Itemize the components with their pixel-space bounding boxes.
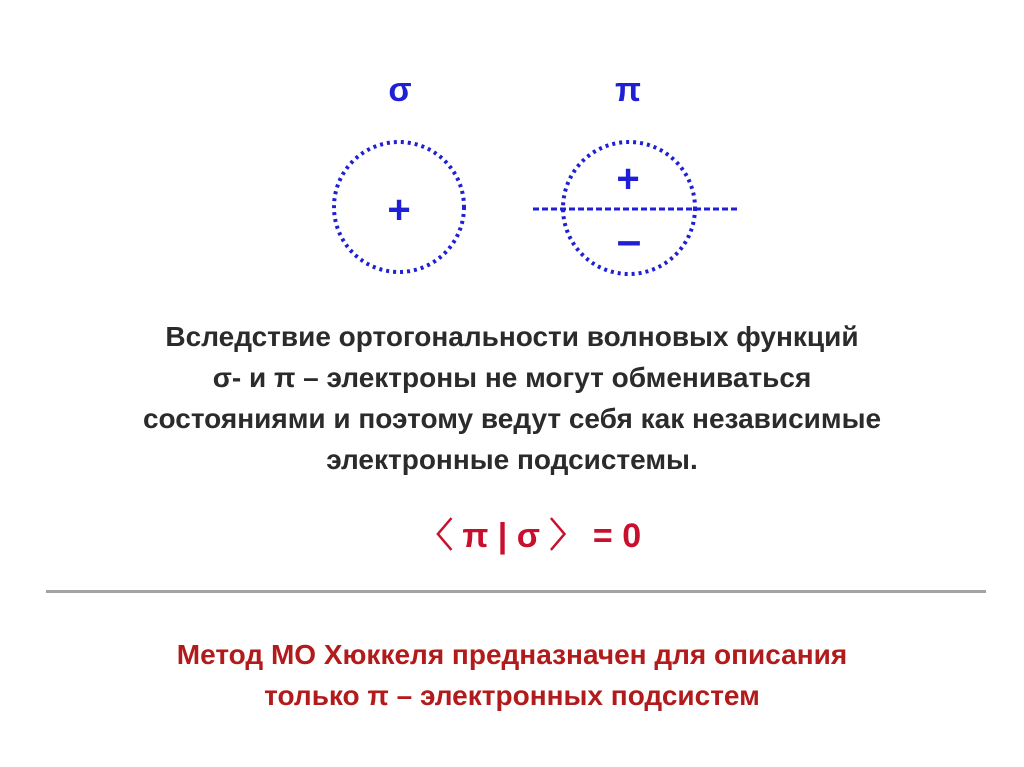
explanation-line: состояниями и поэтому ведут себя как независимые [142, 403, 882, 434]
explanation-line: Вследствие ортогональности волновых функций [165, 321, 859, 352]
orthogonality-formula: 〈 π | σ 〉 = 0 [418, 517, 642, 555]
explanation-text [30, 316, 994, 480]
pi-plus-sign: + [616, 157, 640, 201]
explanation-line: σ- и π – электроны не могут обмениваться [212, 362, 812, 393]
huckel-note [30, 634, 994, 716]
note-line: Метод МО Хюккеля предназначен для описания [176, 639, 848, 670]
pi-label: π [614, 71, 642, 109]
divider-line [46, 590, 986, 593]
explanation-line: электронные подсистемы. [326, 444, 698, 475]
orbital-diagram [0, 0, 1024, 300]
pi-minus-sign: – [616, 216, 642, 265]
sigma-label: σ [388, 71, 412, 109]
sigma-plus-sign: + [387, 188, 411, 232]
note-line: только π – электронных подсистем [264, 680, 760, 711]
